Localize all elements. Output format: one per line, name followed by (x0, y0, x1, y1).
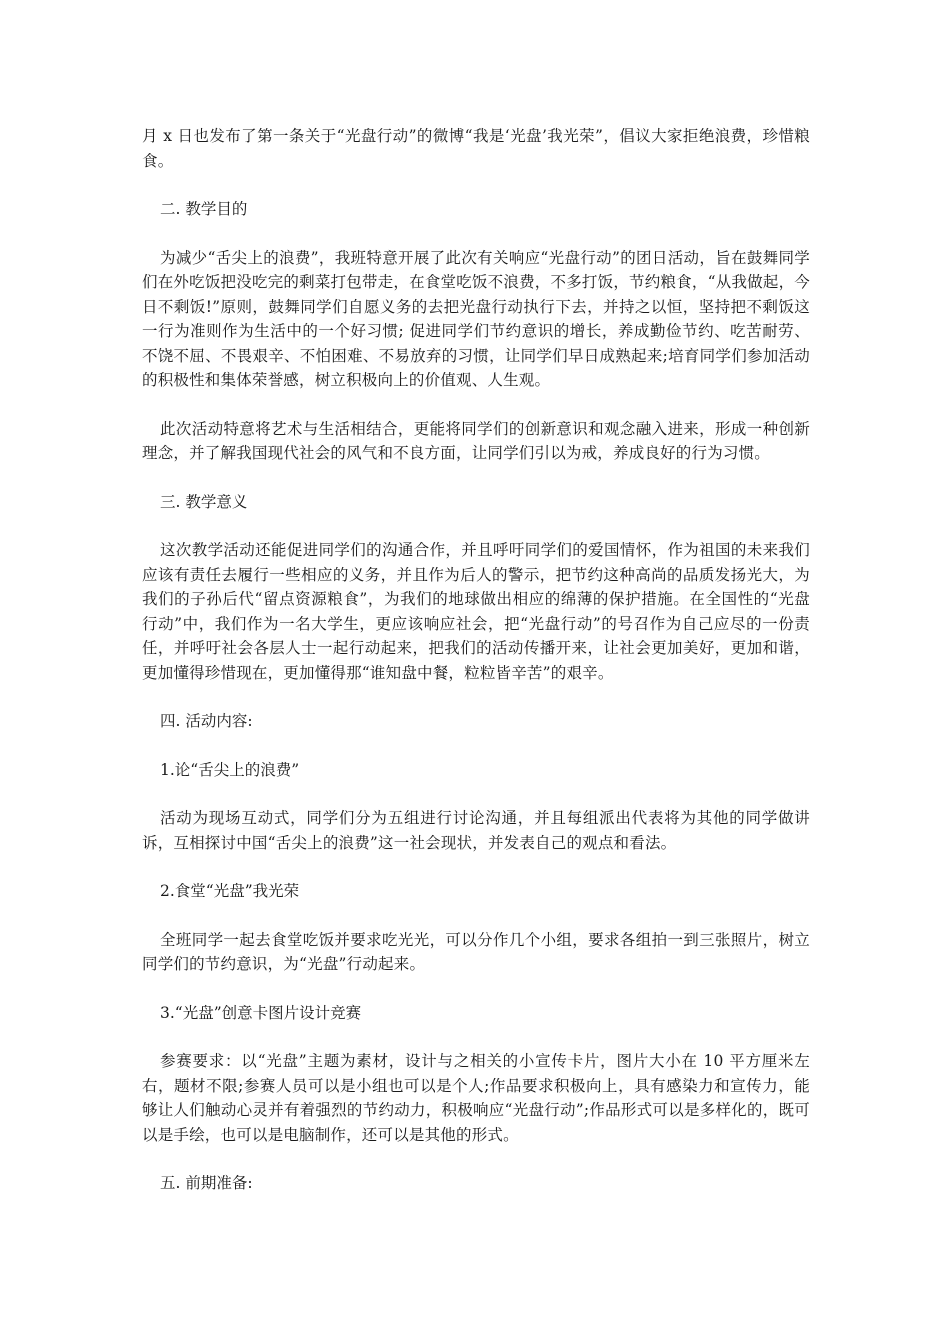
activity-item-text-3: 参赛要求：以“光盘”主题为素材，设计与之相关的小宣传卡片，图片大小在 10 平方厘米左右，题材不限;参赛人员可以是小组也可以是个人;作品要求积极向上，具有感染力和宣传力，能够让人们触动心灵并有着强烈的节约动力，积极响应“光盘行动”;作品形式可以是多样化的，既可以是手绘，也可以是电脑制作，还可以是其他的形式。 (142, 1052, 810, 1144)
activity-item-title-2: 2.食堂“光盘”我光荣 (160, 882, 300, 900)
teaching-goal-paragraph-1: 为减少“舌尖上的浪费”，我班特意开展了此次有关响应“光盘行动”的团日活动，旨在鼓舞同学们在外吃饭把没吃完的剩菜打包带走，在食堂吃饭不浪费，不多打饭，节约粮食，“从我做起，今日不剩饭!”原则，鼓舞同学们自愿义务的去把光盘行动执行下去，并持之以恒，坚持把不剩饭这一行为准则作为生活中的一个好习惯; 促进同学们节约意识的增长，养成勤俭节约、吃苦耐劳、不饶不屈、不畏艰辛、不怕困难、不易放弃的习惯，让同学们早日成熟起来;培育同学们参加活动的积极性和集体荣誉感，树立积极向上的价值观、人生观。 (142, 248, 810, 389)
document-page (142, 124, 810, 1220)
activity-item-title-3: 3.“光盘”创意卡图片设计竞赛 (160, 1003, 362, 1022)
teaching-significance-paragraph: 这次教学活动还能促进同学们的沟通合作，并且呼吁同学们的爱国情怀，作为祖国的未来我们应该有责任去履行一些相应的义务，并且作为后人的警示，把节约这种高尚的品质发扬光大，为我们的子孙后代“留点资源粮食”，为我们的地球做出相应的绵薄的保护措施。在全国性的“光盘行动”中，我们作为一名大学生，更应该响应社会，把“光盘行动”的号召作为自己应尽的一份责任，并呼吁社会各层人士一起行动起来，把我们的活动传播开来，让社会更加美好，更加和谐，更加懂得珍惜现在，更加懂得那“谁知盘中餐，粒粒皆辛苦”的艰辛。 (142, 541, 810, 682)
teaching-goal-paragraph-2: 此次活动特意将艺术与生活相结合，更能将同学们的创新意识和观念融入进来，形成一种创新理念，并了解我国现代社会的风气和不良方面，让同学们引以为戒，养成良好的行为习惯。 (142, 419, 810, 462)
section-heading-activity-content: 四. 活动内容: (160, 712, 253, 730)
section-heading-teaching-goal: 二. 教学目的 (160, 200, 248, 218)
intro-continuation-paragraph: 月 x 日也发布了第一条关于“光盘行动”的微博“我是‘光盘’我光荣”，倡议大家拒绝浪费，珍惜粮食。 (142, 127, 810, 170)
activity-item-title-1: 1.论“舌尖上的浪费” (160, 760, 300, 779)
activity-item-text-2: 全班同学一起去食堂吃饭并要求吃光光，可以分作几个小组，要求各组拍一到三张照片，树立同学们的节约意识，为“光盘”行动起来。 (142, 930, 810, 973)
section-heading-teaching-significance: 三. 教学意义 (160, 492, 248, 511)
section-heading-preparation: 五. 前期准备: (160, 1174, 253, 1192)
activity-item-text-1: 活动为现场互动式，同学们分为五组进行讨论沟通，并且每组派出代表将为其他的同学做讲诉，互相探讨中国“舌尖上的浪费”这一社会现状，并发表自己的观点和看法。 (142, 809, 810, 852)
